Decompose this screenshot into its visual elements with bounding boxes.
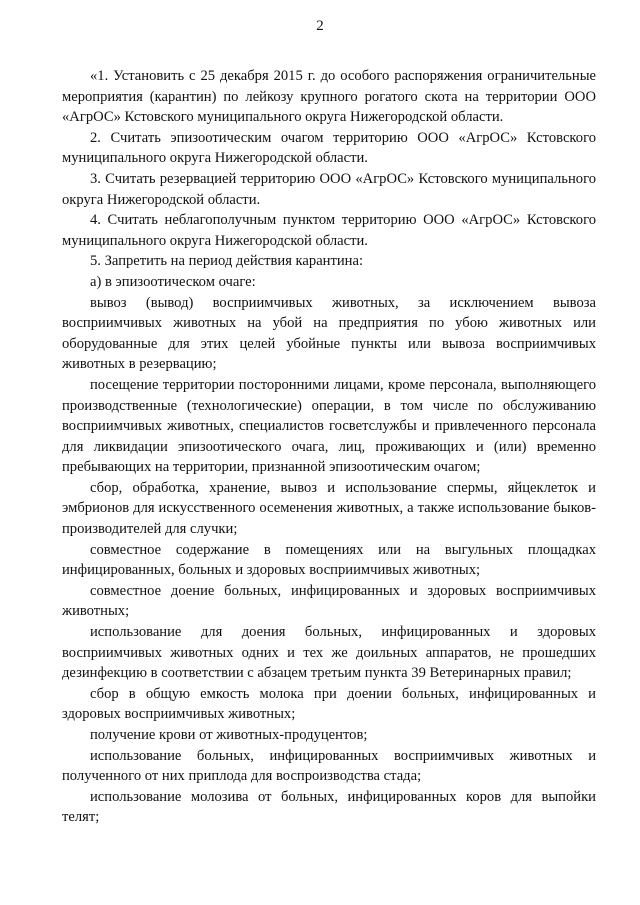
paragraph-item-5: 5. Запретить на период действия карантина: bbox=[90, 253, 364, 270]
paragraph-item-1: «1. Установить с 25 декабря 2015 г. до особого распоряжения ограничительные мероприятия (карантин) по лейкозу крупного рогатого скота на территории ООО «АгрОС» Кстовского муниципального округа Нижегородской области. bbox=[62, 68, 596, 126]
document-body bbox=[62, 66, 596, 828]
paragraph-subitem-a: а) в эпизоотическом очаге: bbox=[90, 273, 256, 290]
paragraph-item-4: 4. Считать неблагополучным пунктом территорию ООО «АгрОС» Кстовского муниципального округа Нижегородской области. bbox=[62, 212, 596, 249]
paragraph-prohibition: получение крови от животных-продуцентов; bbox=[90, 727, 368, 743]
paragraph-prohibition: посещение территории посторонними лицами, кроме персонала, выполняющего производственные (технологические) операции, в том числе по обслуживанию восприимчивых животных, специалистов госветслужбы и привлеченного персонала для ликвидации эпизоотического очага, лиц, проживающих и (или) временно пребывающих на территории, признанной эпизоотическим очагом; bbox=[62, 376, 596, 476]
paragraph-prohibition: использование больных, инфицированных восприимчивых животных и полученного от них приплода для воспроизводства стада; bbox=[62, 747, 596, 785]
page-number: 2 bbox=[316, 18, 324, 34]
paragraph-prohibition: вывоз (вывод) восприимчивых животных, за исключением вывоза восприимчивых животных на убой на предприятия по убою животных или оборудованные для этих целей убойные пункты или вывоза восприимчивых животных в резервацию; bbox=[62, 294, 596, 373]
paragraph-prohibition: использование для доения больных, инфицированных и здоровых восприимчивых животных одних и тех же доильных аппаратов, не прошедших дезинфекцию в соответствии с абзацем третьим пункта 39 Ветеринарных правил; bbox=[62, 624, 596, 682]
paragraph-item-3: 3. Считать резервацией территорию ООО «АгрОС» Кстовского муниципального округа Нижегородской области. bbox=[62, 170, 596, 208]
paragraph-prohibition: совместное содержание в помещениях или на выгульных площадках инфицированных, больных и здоровых восприимчивых животных; bbox=[62, 541, 596, 579]
paragraph-item-2: 2. Считать эпизоотическим очагом территорию ООО «АгрОС» Кстовского муниципального округа Нижегородской области. bbox=[62, 129, 596, 167]
paragraph-prohibition: сбор, обработка, хранение, вывоз и использование спермы, яйцеклеток и эмбрионов для искусственного осеменения животных, а также использование быков-производителей для случки; bbox=[62, 479, 596, 538]
paragraph-prohibition: сбор в общую емкость молока при доении больных, инфицированных и здоровых восприимчивых животных; bbox=[62, 685, 596, 723]
paragraph-prohibition: совместное доение больных, инфицированных и здоровых восприимчивых животных; bbox=[62, 582, 596, 620]
paragraph-prohibition: использование молозива от больных, инфицированных коров для выпойки телят; bbox=[62, 788, 596, 826]
